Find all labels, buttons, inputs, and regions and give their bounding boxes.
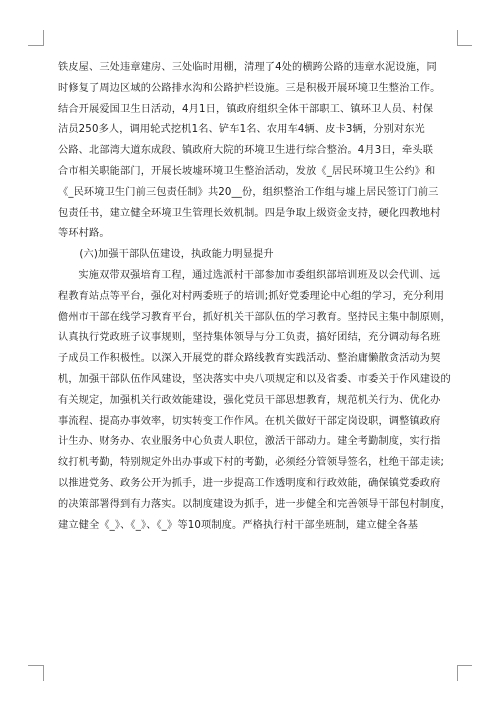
text-line: 机，加强干部队伍作风建设，坚决落实中央八项规定和以及省委、市委关于作风建设的 bbox=[58, 373, 451, 385]
text-line: 的决策部署得到有力落实。以制度建设为抓手，进一步健全和完善领导干部包村制度， bbox=[58, 498, 451, 510]
text-line: 等环村路。 bbox=[58, 228, 110, 240]
text-line: 公路、北部湾大道东成段、镇政府大院的环境卫生进行综合整治。4月3日，牵头联 bbox=[58, 145, 434, 157]
crop-mark-bottom-left-v bbox=[43, 665, 44, 681]
text-line: 有关规定，加强机关行政效能建设，强化党员干部思想教育，规范机关行为、优化办 bbox=[58, 394, 441, 406]
crop-mark-top-right-v bbox=[457, 30, 458, 46]
crop-mark-bottom-right-h bbox=[457, 665, 472, 666]
text-line: 《_民环境卫生门前三包责任制》共20__份，组织整治工作组与墟上居民签订门前三 bbox=[58, 186, 439, 198]
text-line: 实施双带双强培育工程，通过选派村干部参加市委组织部培训班及以会代训、远 bbox=[78, 269, 441, 281]
text-line: 铁皮屋、三处违章建房、三处临时用棚，清理了4处的横跨公路的违章水泥设施，同 bbox=[58, 62, 437, 73]
text-line: 纹打机考勤，特别规定外出办事或下村的考勤，必须经分管领导签名，杜绝干部走读; bbox=[58, 457, 445, 469]
section-heading-text: (六)加强干部队伍建设，执政能力明显提升 bbox=[79, 249, 274, 261]
text-line: 建立健全《_》、《_》、《_》等10项制度。严格执行村干部坐班制，建立健全各基 bbox=[58, 519, 419, 531]
text-line: 包责任书，建立健全环境卫生管理长效机制。四是争取上级资金支持，硬化四教地村 bbox=[58, 207, 441, 219]
section-heading bbox=[58, 245, 446, 266]
text-line: 计生办、财务办、农业服务中心负责人职位，激活干部动力。建全考勤制度，实行指 bbox=[58, 436, 441, 448]
text-line: 合市相关职能部门，开展长坡墟环境卫生整治活动，发放《_居民环境卫生公约》和 bbox=[58, 165, 436, 177]
text-line: 结合开展爱国卫生日活动，4月1日，镇政府组织全体干部职工、镇环卫人员、村保 bbox=[58, 103, 434, 115]
paragraph-cadre-building bbox=[58, 266, 451, 536]
crop-mark-top-right-h bbox=[457, 45, 472, 46]
crop-mark-bottom-right-v bbox=[457, 665, 458, 681]
crop-mark-bottom-left-h bbox=[28, 665, 43, 666]
paragraph-environment bbox=[58, 58, 446, 245]
text-line: 事流程、提高办事效率，切实转变工作作风。在机关做好干部定岗设职，调整镇政府 bbox=[58, 415, 441, 427]
text-line: 时修复了周边区域的公路排水沟和公路护栏设施。三是积极开展环境卫生整治工作。 bbox=[58, 82, 441, 94]
text-line: 子成员工作积极性。以深入开展党的群众路线教育实践活动、整治庸懒散贪活动为契 bbox=[58, 353, 441, 365]
crop-mark-top-left-h bbox=[28, 45, 43, 46]
text-line: 以推进党务、政务公开为抓手，进一步提高工作透明度和行政效能，确保镇党委政府 bbox=[58, 477, 441, 489]
text-line: 程教育站点等平台，强化对村两委班子的培训;抓好党委理论中心组的学习，充分利用 bbox=[58, 290, 445, 302]
text-line: 儋州市干部在线学习教育平台，抓好机关干部队伍的学习教育。坚持民主集中制原则， bbox=[58, 311, 451, 323]
text-line: 洁员250多人，调用轮式挖机1名、铲车1名、农用车4辆、皮卡3辆，分别对东光 bbox=[58, 124, 425, 136]
crop-mark-top-left-v bbox=[43, 30, 44, 46]
document-body bbox=[58, 58, 451, 536]
text-line: 认真执行党政班子议事规则，坚持集体领导与分工负责，搞好团结，充分调动每名班 bbox=[58, 332, 441, 344]
